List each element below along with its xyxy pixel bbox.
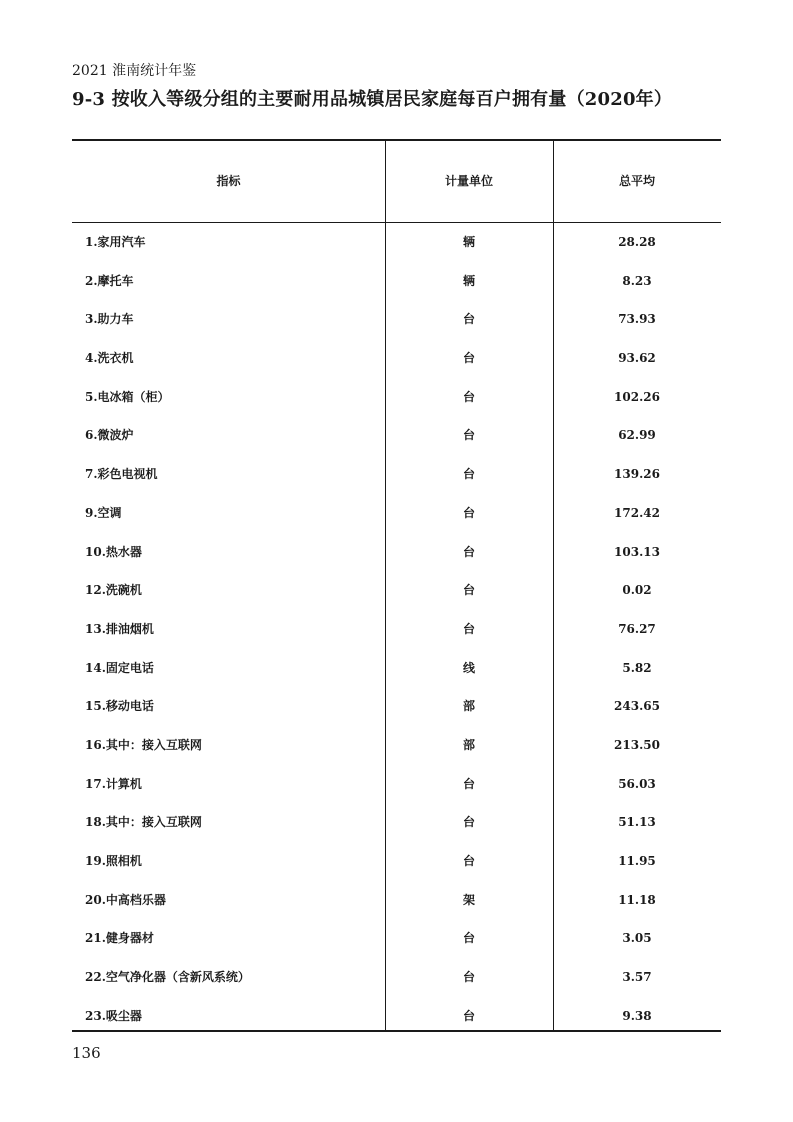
row-indicator-name: 3.助力车 bbox=[85, 312, 134, 327]
table-row bbox=[72, 610, 721, 649]
table-row bbox=[72, 958, 721, 997]
yearbook-header: 2021 淮南统计年鉴 bbox=[72, 63, 197, 79]
row-unit: 台 bbox=[462, 428, 475, 443]
row-average-value: 11.95 bbox=[618, 854, 656, 868]
row-indicator-name: 2.摩托车 bbox=[85, 273, 134, 288]
row-indicator-name: 20.中高档乐器 bbox=[85, 892, 166, 907]
row-average-value: 93.62 bbox=[618, 351, 656, 366]
table-row bbox=[72, 378, 721, 417]
row-indicator-name: 18.其中：接入互联网 bbox=[85, 815, 202, 830]
row-unit: 部 bbox=[462, 737, 475, 752]
page-number: 136 bbox=[72, 1044, 101, 1062]
row-unit: 线 bbox=[462, 660, 475, 675]
row-indicator-name: 14.固定电话 bbox=[85, 660, 154, 675]
column-header-indicator: 指标 bbox=[216, 174, 241, 188]
table-row bbox=[72, 455, 721, 494]
table-row bbox=[72, 262, 721, 301]
row-indicator-name: 1.家用汽车 bbox=[85, 235, 146, 249]
row-indicator-name: 10.热水器 bbox=[85, 544, 142, 559]
row-unit: 台 bbox=[462, 621, 475, 636]
row-indicator-name: 9.空调 bbox=[85, 505, 122, 520]
table-row bbox=[72, 416, 721, 455]
table-row bbox=[72, 300, 721, 339]
row-average-value: 76.27 bbox=[618, 621, 656, 636]
table-row bbox=[72, 881, 721, 920]
row-average-value: 3.57 bbox=[622, 970, 652, 985]
column-header-average: 总平均 bbox=[618, 174, 655, 188]
table-row bbox=[72, 339, 721, 378]
row-indicator-name: 21.健身器材 bbox=[85, 931, 154, 946]
row-average-value: 11.18 bbox=[618, 892, 656, 907]
row-indicator-name: 19.照相机 bbox=[85, 854, 142, 868]
column-header-unit: 计量单位 bbox=[444, 174, 493, 188]
page-title: 9-3 按收入等级分组的主要耐用品城镇居民家庭每百户拥有量（2020年） bbox=[72, 89, 673, 110]
row-indicator-name: 7.彩色电视机 bbox=[85, 467, 158, 482]
row-average-value: 102.26 bbox=[614, 389, 660, 404]
row-indicator-name: 17.计算机 bbox=[85, 776, 142, 791]
row-unit: 台 bbox=[462, 544, 475, 559]
row-average-value: 28.28 bbox=[618, 235, 656, 249]
row-average-value: 213.50 bbox=[614, 737, 660, 752]
row-unit: 台 bbox=[462, 505, 475, 520]
row-average-value: 0.02 bbox=[622, 583, 652, 598]
row-indicator-name: 5.电冰箱（柜） bbox=[85, 389, 170, 404]
row-unit: 辆 bbox=[462, 235, 475, 249]
row-unit: 部 bbox=[462, 699, 475, 714]
row-average-value: 51.13 bbox=[618, 815, 656, 830]
table-row bbox=[72, 533, 721, 572]
table-row bbox=[72, 726, 721, 765]
table-row bbox=[72, 919, 721, 958]
row-indicator-name: 4.洗衣机 bbox=[85, 351, 134, 366]
row-average-value: 3.05 bbox=[622, 931, 652, 946]
table-row bbox=[72, 571, 721, 610]
row-average-value: 8.23 bbox=[622, 273, 652, 288]
data-table bbox=[72, 139, 721, 1033]
table-row bbox=[72, 687, 721, 726]
row-average-value: 172.42 bbox=[614, 505, 660, 520]
table-row bbox=[72, 223, 721, 262]
row-unit: 台 bbox=[462, 931, 475, 946]
row-indicator-name: 13.排油烟机 bbox=[85, 621, 154, 636]
row-unit: 台 bbox=[462, 467, 475, 482]
row-unit: 台 bbox=[462, 351, 475, 366]
table-body bbox=[72, 223, 721, 1035]
row-indicator-name: 6.微波炉 bbox=[85, 428, 134, 443]
row-average-value: 73.93 bbox=[618, 312, 656, 327]
row-indicator-name: 16.其中：接入互联网 bbox=[85, 737, 202, 752]
row-indicator-name: 22.空气净化器（含新风系统） bbox=[85, 970, 250, 985]
row-indicator-name: 15.移动电话 bbox=[85, 699, 154, 714]
row-unit: 台 bbox=[462, 583, 475, 598]
row-unit: 台 bbox=[462, 854, 475, 868]
table-row bbox=[72, 494, 721, 533]
row-average-value: 62.99 bbox=[618, 428, 656, 443]
row-unit: 辆 bbox=[462, 273, 475, 288]
row-unit: 台 bbox=[462, 776, 475, 791]
row-indicator-name: 23.吸尘器 bbox=[85, 1008, 142, 1023]
row-unit: 台 bbox=[462, 970, 475, 985]
table-row bbox=[72, 765, 721, 804]
table-row bbox=[72, 842, 721, 881]
row-unit: 台 bbox=[462, 389, 475, 404]
row-unit: 架 bbox=[462, 892, 475, 907]
table-row bbox=[72, 649, 721, 688]
row-average-value: 103.13 bbox=[614, 544, 660, 559]
row-average-value: 139.26 bbox=[614, 467, 660, 482]
table-row bbox=[72, 803, 721, 842]
row-average-value: 9.38 bbox=[622, 1008, 652, 1023]
row-indicator-name: 12.洗碗机 bbox=[85, 583, 142, 598]
row-unit: 台 bbox=[462, 1008, 475, 1023]
row-unit: 台 bbox=[462, 815, 475, 830]
table-row bbox=[72, 997, 721, 1036]
row-average-value: 243.65 bbox=[614, 699, 660, 714]
row-unit: 台 bbox=[462, 312, 475, 327]
row-average-value: 5.82 bbox=[622, 660, 652, 675]
row-average-value: 56.03 bbox=[618, 776, 656, 791]
